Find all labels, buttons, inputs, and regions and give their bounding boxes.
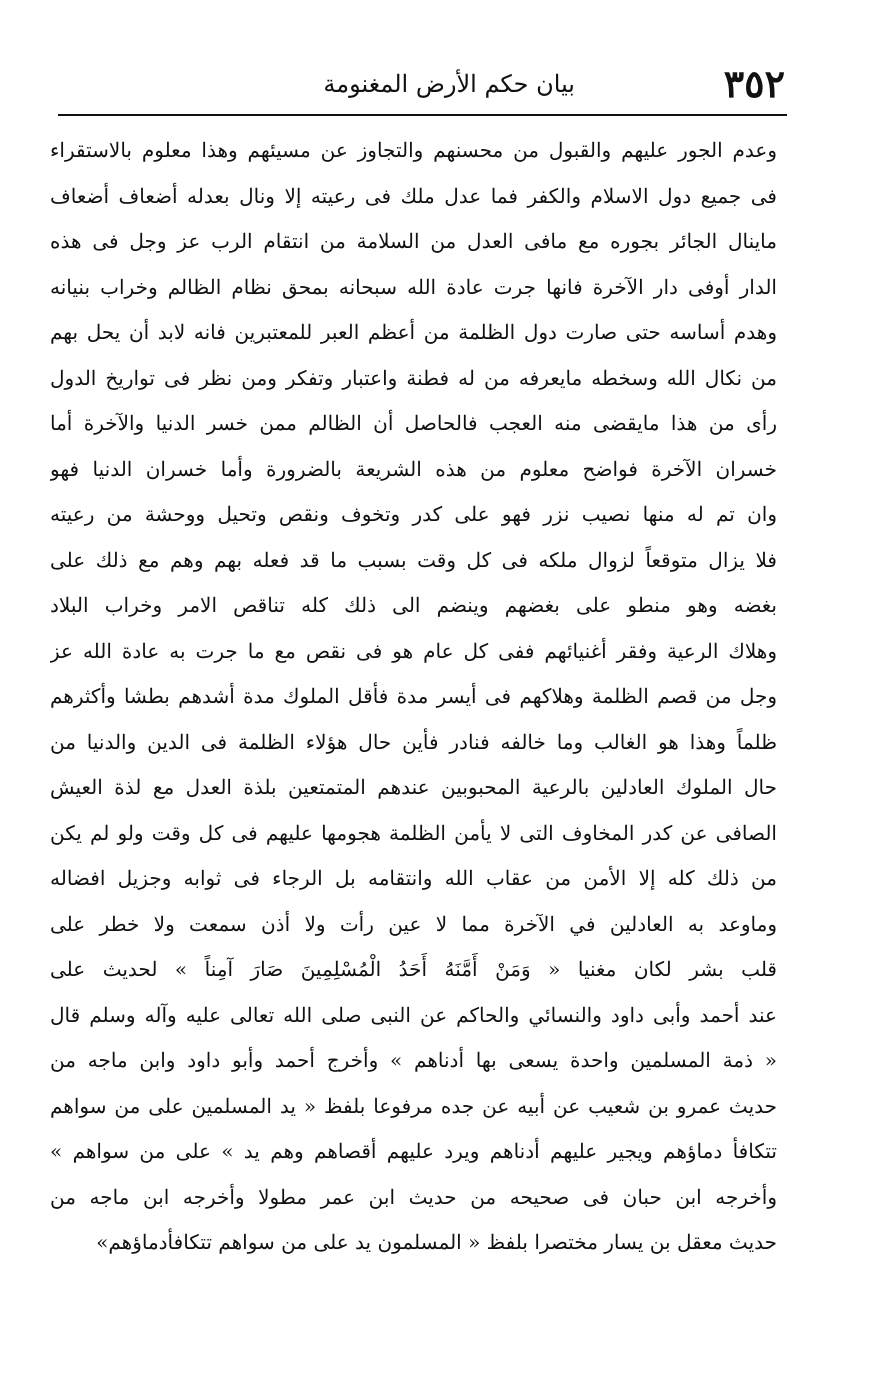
text-line: خسران الآخرة فواضح معلوم من هذه الشريعة بالضرورة وأما خسران الدنيا فهو xyxy=(50,456,777,481)
text-line: حديث معقل بن يسار مختصرا بلفظ « المسلمون يد على من سواهم تتكافأدماؤهم» xyxy=(96,1230,777,1254)
text-line: وماوعد به العادلين في الآخرة مما لا عين رأت ولا أذن سمعت ولا خطر على xyxy=(50,911,777,936)
text-line: رأى من هذا مايقضى منه العجب فالحاصل أن الظالم ممن خسر الدنيا والآخرة أما xyxy=(50,411,777,435)
text-line: من نكال الله وسخطه مايعرفه من له فطنة واعتبار وتفكر ومن نظر فى تواريخ الدول xyxy=(50,365,777,390)
text-line: عند أحمد وأبى داود والنسائي والحاكم عن النبى صلى الله تعالى عليه وآله وسلم قال xyxy=(50,1002,777,1027)
running-title: بيان حكم الأرض المغنومة xyxy=(323,70,575,98)
text-line: وجل من قصم الظلمة وهلاكهم فى أيسر مدة فأقل الملوك مدة أشدهم بطشا وأكثرهم xyxy=(50,684,777,708)
text-line: فلا يزال متوقعاً لزوال ملكه فى كل وقت بسبب ما قد فعله بهم وهم مع ذلك على xyxy=(50,547,777,572)
text-line: « ذمة المسلمين واحدة يسعى بها أدناهم » وأخرج أحمد وأبو داود وابن ماجه من xyxy=(50,1048,777,1072)
text-line: وهلاك الرعية وفقر أغنيائهم ففى كل عام هو فى نقص مع ما جرت به عادة الله عز xyxy=(50,638,777,663)
text-line: تتكافأ دماؤهم ويجير عليهم أدناهم ويرد عليهم أقصاهم وهم يد » على من سواهم » xyxy=(50,1139,777,1163)
text-line: وهدم أساسه حتى صارت دول الظلمة من أعظم العبر للمعتبرين فانه لابد أن يحل بهم xyxy=(50,320,777,344)
text-line: من ذلك كله إلا الأمن من عقاب الله وانتقامه بل الرجاء فى ثوابه وجزيل افضاله xyxy=(50,866,777,890)
text-line: الصافى عن كدر المخاوف التى لا يأمن الظلمة هجومها عليهم فى كل وقت ولو لم يكن xyxy=(50,820,777,845)
page-header xyxy=(58,58,785,110)
text-line: حديث عمرو بن شعيب عن أبيه عن جده مرفوعا بلفظ « يد المسلمين على من سواهم xyxy=(50,1093,777,1118)
text-line: ماينال الجائر بجوره مع مافى العدل من السلامة من انتقام الرب عز وجل فى هذه xyxy=(50,229,777,253)
body-text xyxy=(50,128,777,1266)
text-line: وأخرجه ابن حبان فى صحيحه من حديث ابن عمر مطولا وأخرجه ابن ماجه من xyxy=(50,1184,777,1209)
text-line: ظلماً وهذا هو الغالب وما خالفه فنادر فأين حال هؤلاء الظلمة فى الدين والدنيا من xyxy=(50,729,777,754)
text-line: بغضه وهو منطو على بغضهم وينضم الى ذلك كله تناقص الامر وخراب البلاد xyxy=(50,593,777,617)
text-line: وعدم الجور عليهم والقبول من محسنهم والتجاوز عن مسيئهم وهذا معلوم بالاستقراء xyxy=(50,138,777,162)
text-line: فى جميع دول الاسلام والكفر فما عدل ملك فى رعيته إلا ونال بعدله أضعاف أضعاف xyxy=(50,183,777,208)
header-rule xyxy=(58,114,787,116)
page-number: ٣٥٢ xyxy=(723,61,785,106)
text-line: حال الملوك العادلين بالرعية المحبوبين عندهم المتمتعين بلذة العدل مع لذة العيش xyxy=(50,775,777,799)
text-line: الدار أوفى دار الآخرة فانها جرت عادة الله سبحانه بمحق نظام الظالم وخراب بنيانه xyxy=(50,274,777,299)
text-line: وان تم له منها نصيب نزر فهو على كدر وتخوف ونقص وتحيل ووحشة من رعيته xyxy=(50,502,777,526)
text-line: قلب بشر لكان مغنيا « وَمَنْ أَمَّنَهُ أَحَدُ الْمُسْلِمِينَ صَارَ آمِناً » لحديث على xyxy=(50,957,777,981)
